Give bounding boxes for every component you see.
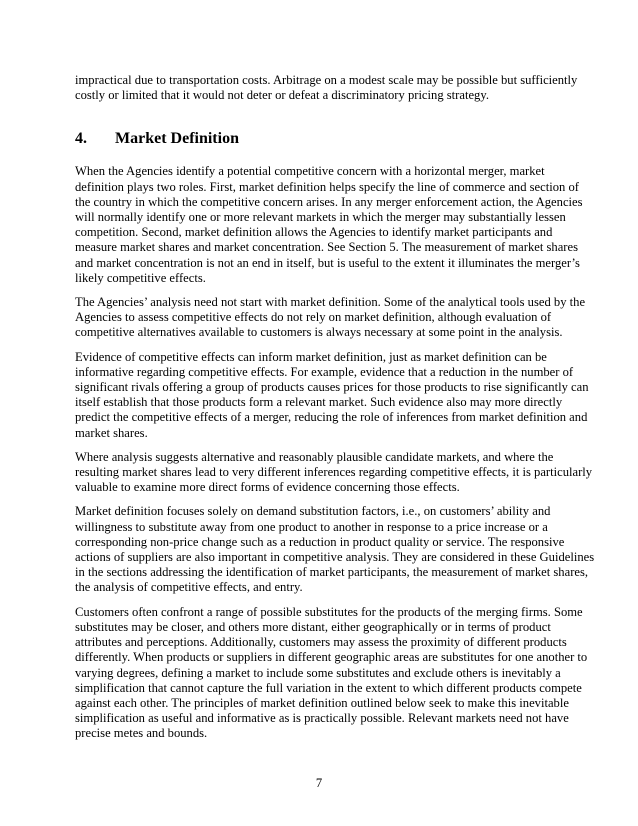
paragraph-2: The Agencies’ analysis need not start with market definition. Some of the analytical tools used by the Agencies to assess competitive effects do not rely on market definition, although evaluation of competitive alternatives available to customers is always necessary at some point in the analysis. [75,295,586,340]
paragraph-5: Market definition focuses solely on demand substitution factors, i.e., on customers’ ability and willingness to substitute away from one product to another in response to a price increase or a corresponding non-price change such as a reduction in product quality or service. The responsive actions of suppliers are also important in competitive analysis. They are considered in these Guidelines in the sections addressing the identification of market participants, the measurement of market shares, the analysis of competitive effects, and entry. [75,504,595,595]
section-number: 4. [75,130,87,148]
paragraph-1: When the Agencies identify a potential competitive concern with a horizontal merger, market definition plays two roles. First, market definition helps specify the line of commerce and section of the country in which the competitive concern arises. In any merger enforcement action, the Agencies will normally identify one or more relevant markets in which the merger may substantially lessen competition. Second, market definition allows the Agencies to identify market participants and measure market shares and market concentration. See Section 5. The measurement of market shares and market concentration is not an end in itself, but is useful to the extent it illuminates the merger’s likely competitive effects. [75,164,583,285]
section-title: Market Definition [115,130,239,148]
page-number: 7 [315,776,323,790]
page-content [75,73,595,751]
paragraph-4: Where analysis suggests alternative and reasonably plausible candidate markets, and where the resulting market shares lead to very different inferences regarding competitive effects, it is particularly valuable to examine more direct forms of evidence concerning those effects. [75,449,593,495]
intro-paragraph: impractical due to transportation costs. Arbitrage on a modest scale may be possible but sufficiently costly or limited that it would not deter or defeat a discriminatory pricing strategy. [75,73,578,103]
paragraph-6: Customers often confront a range of possible substitutes for the products of the merging firms. Some substitutes may be closer, and others more distant, either geographically or in terms of product attributes and perceptions. Additionally, customers may assess the proximity of different products differently. When products or suppliers in different geographic areas are substitutes for one another to varying degrees, defining a market to include some substitutes and exclude others is inevitably a simplification that cannot capture the full variation in the extent to which different products compete against each other. The principles of market definition outlined below seek to make this inevitable simplification as useful and informative as is practically possible. Relevant markets need not have precise metes and bounds. [75,604,588,741]
section-heading [75,130,595,148]
paragraph-3: Evidence of competitive effects can inform market definition, just as market definition can be informative regarding competitive effects. For example, evidence that a reduction in the number of significant rivals offering a group of products causes prices for those products to rise significantly can itself establish that those products form a relevant market. Such evidence also may more directly predict the competitive effects of a merger, reducing the role of inferences from market definition and market shares. [75,349,589,440]
